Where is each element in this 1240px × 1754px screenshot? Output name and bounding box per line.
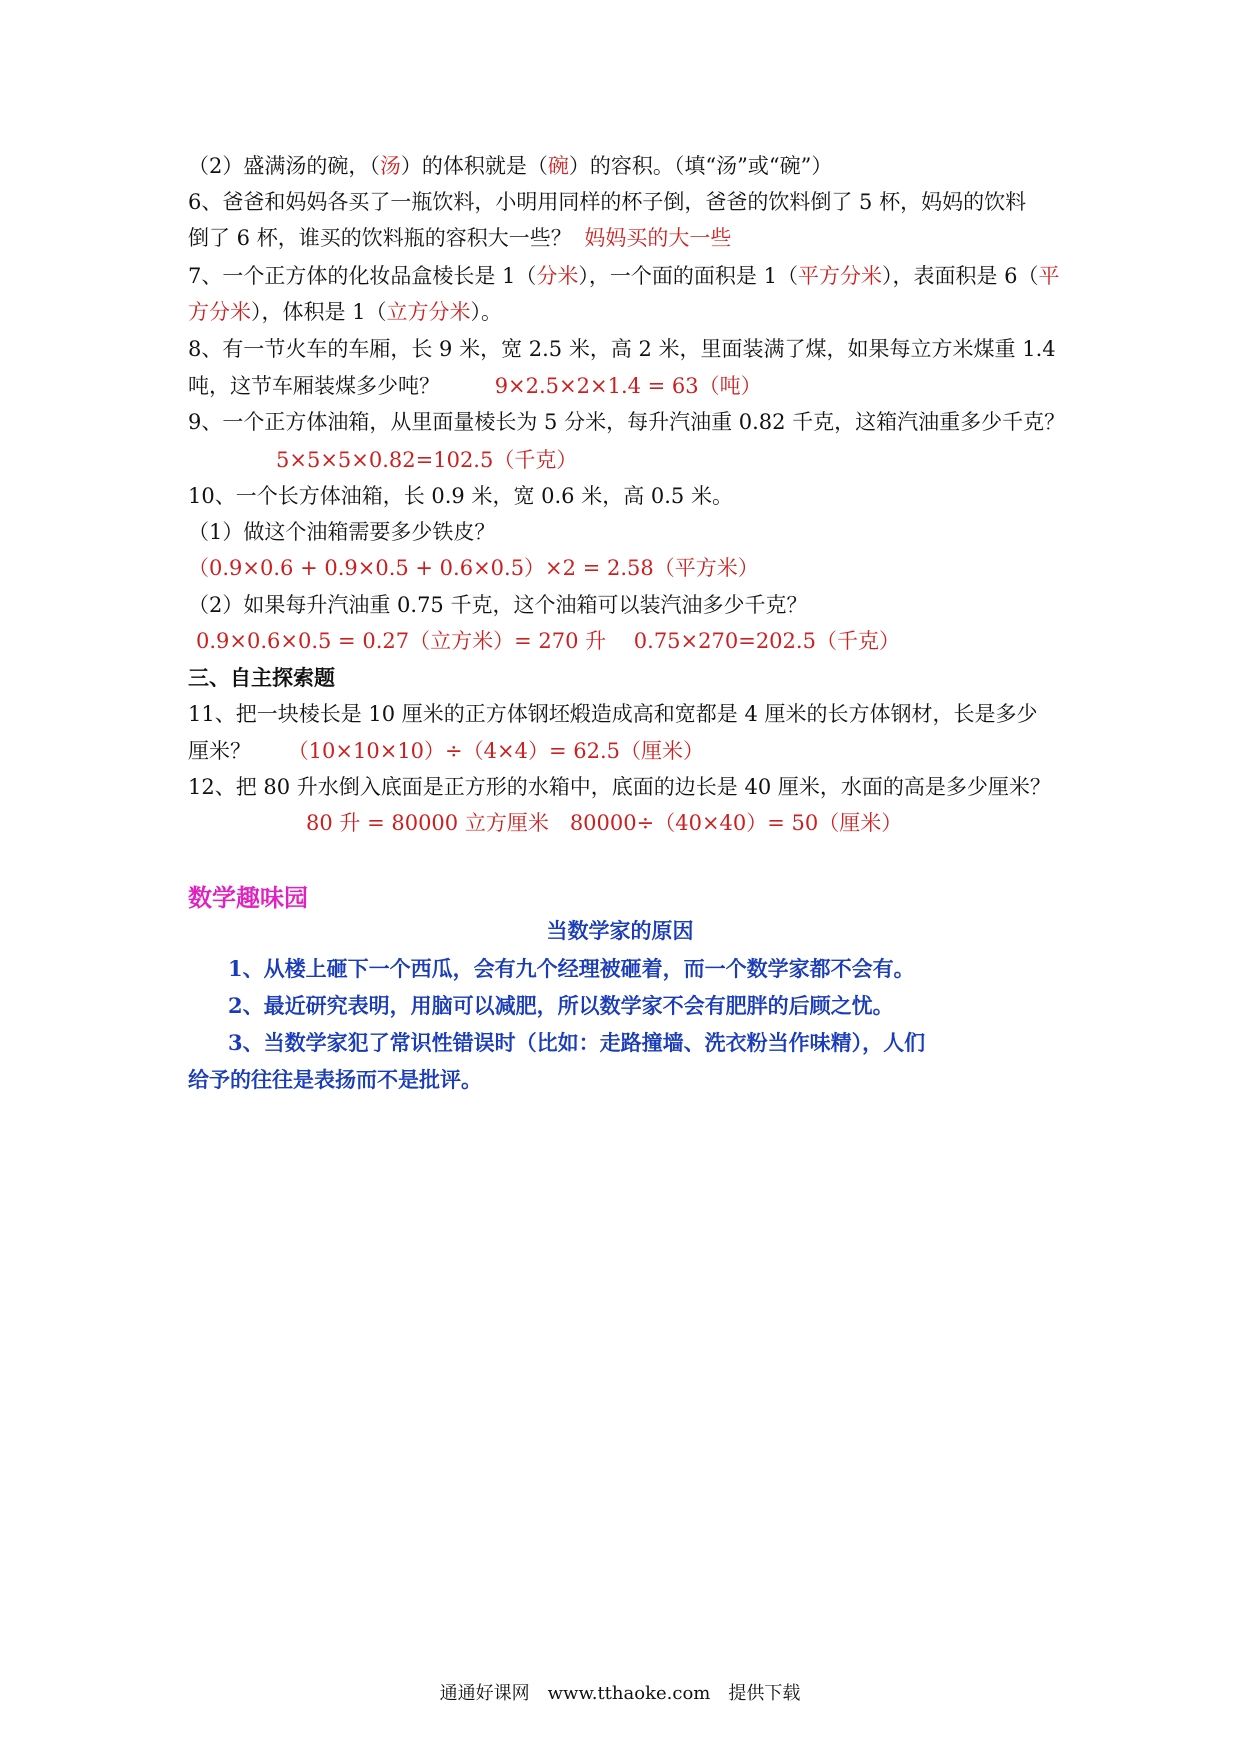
story-item-3-continued: 给予的往往是表扬而不是批评。 (188, 1067, 482, 1092)
question-11-line2 (188, 736, 704, 766)
q8-answer: 9×2.5×2×1.4 = 63（吨） (494, 374, 762, 398)
q7-text-h: ），体积是 1（ (251, 300, 387, 324)
question-8-line2 (188, 371, 762, 401)
section-3-heading: 三、自主探索题 (188, 666, 335, 690)
q5-2-text-e: ）的容积。（填“汤”或“碗”） (568, 154, 833, 178)
q7-answer-decimeter: 分米 (536, 264, 579, 288)
q7-answer-cubic-decimeter: 立方分米 (386, 300, 471, 324)
story-item-3: 3、当数学家犯了常识性错误时（比如：走路撞墙、洗衣粉当作味精），人们 (228, 1030, 926, 1055)
question-7-line2 (188, 297, 502, 327)
question-9-answer: 5×5×5×0.82=102.5（千克） (276, 448, 578, 472)
q5-2-answer-soup: 汤 (379, 154, 401, 178)
question-10-sub2: （2）如果每升汽油重 0.75 千克，这个油箱可以装汽油多少千克？ (188, 593, 808, 617)
q7-answer-ping: 平 (1038, 264, 1060, 288)
q5-2-text-c: ）的体积就是（ (400, 154, 548, 178)
q5-2-text-a: （2）盛满汤的碗，（ (188, 154, 380, 178)
q7-text-c: ），一个面的面积是 1（ (578, 264, 798, 288)
story-item-1: 1、从楼上砸下一个西瓜，会有九个经理被砸着，而一个数学家都不会有。 (228, 956, 915, 981)
q11-answer: （10×10×10）÷（4×4）= 62.5（厘米） (287, 739, 704, 763)
footer-credit: 通通好课网 www.tthaoke.com 提供下载 (439, 1683, 801, 1704)
q7-text-j: ）。 (470, 300, 503, 324)
q8-text: 吨，这节车厢装煤多少吨？ (188, 374, 440, 398)
q7-text-a: 7、一个正方体的化妆品盒棱长是 1（ (188, 264, 537, 288)
question-10-sub1: （1）做这个油箱需要多少铁皮？ (188, 520, 496, 544)
q11-text: 厘米？ (188, 739, 251, 763)
question-11-line1: 11、把一块棱长是 10 厘米的正方体钢坯煅造成高和宽都是 4 厘米的长方体钢材，长是多少 (188, 702, 1038, 726)
question-12-answer: 80 升 = 80000 立方厘米 80000÷（40×40）= 50（厘米） (306, 811, 903, 835)
question-5-2 (188, 151, 832, 181)
question-10-line1: 10、一个长方体油箱，长 0.9 米，宽 0.6 米，高 0.5 米。 (188, 484, 733, 508)
question-10-answer2: 0.9×0.6×0.5 = 0.27（立方米）= 270 升 0.75×270=202.5（千克） (196, 629, 900, 653)
q5-2-answer-bowl: 碗 (547, 154, 569, 178)
q7-answer-fangfenmi: 方分米 (188, 300, 251, 324)
question-6-line1: 6、爸爸和妈妈各买了一瓶饮料，小明用同样的杯子倒，爸爸的饮料倒了 5 杯，妈妈的饮料 (188, 190, 1027, 214)
q6-answer: 妈妈买的大一些 (584, 226, 732, 250)
story-item-2: 2、最近研究表明，用脑可以减肥，所以数学家不会有肥胖的后顾之忧。 (228, 993, 894, 1018)
question-10-answer1: （0.9×0.6 + 0.9×0.5 + 0.6×0.5）×2 = 2.58（平方米） (188, 556, 759, 580)
q7-answer-square-decimeter: 平方分米 (797, 264, 882, 288)
question-12-line1: 12、把 80 升水倒入底面是正方形的水箱中，底面的边长是 40 厘米，水面的高是多少厘米？ (188, 775, 1051, 799)
q6-text: 倒了 6 杯，谁买的饮料瓶的容积大一些？ (188, 226, 572, 250)
question-7-line1 (188, 261, 1060, 291)
story-title: 当数学家的原因 (546, 918, 694, 943)
fun-section-title: 数学趣味园 (188, 884, 308, 912)
question-9-line1: 9、一个正方体油箱，从里面量棱长为 5 分米，每升汽油重 0.82 千克，这箱汽油重多少千克？ (188, 410, 1066, 434)
question-8-line1: 8、有一节火车的车厢，长 9 米，宽 2.5 米，高 2 米，里面装满了煤，如果每立方米煤重 1.4 (188, 337, 1056, 361)
question-6-line2 (188, 223, 731, 253)
q7-text-e: ），表面积是 6（ (881, 264, 1039, 288)
